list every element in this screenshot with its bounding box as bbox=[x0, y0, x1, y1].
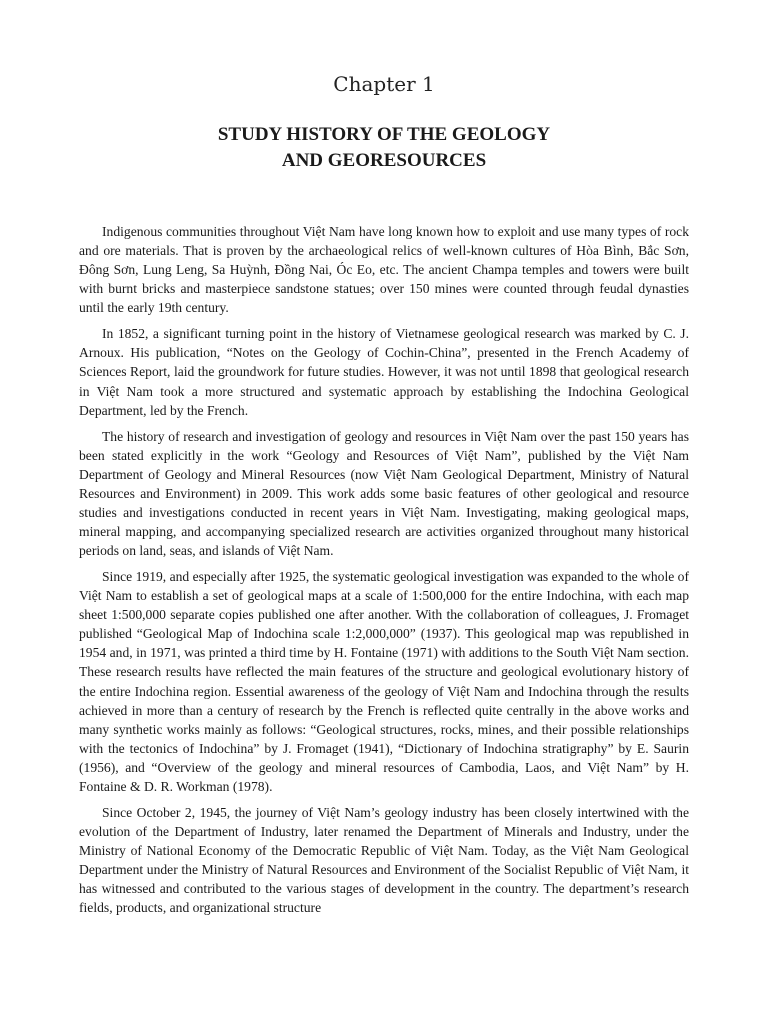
body-text bbox=[79, 222, 689, 924]
paragraph: Since October 2, 1945, the journey of Việt Nam’s geology industry has been closely intertwined with the evolution of the Department of Industry, later renamed the Department of Minerals and Industry, under the Ministry of National Economy of the Democratic Republic of Việt Nam. Today, as the Việt Nam Geological Department under the Ministry of Natural Resources and Environment of the Socialist Republic of Việt Nam, it has witnessed and contributed to the various stages of development in the country. The department’s research fields, products, and organizational structure bbox=[79, 804, 689, 916]
chapter-title bbox=[0, 122, 768, 174]
paragraph: The history of research and investigation of geology and resources in Việt Nam over the past 150 years has been stated explicitly in the work “Geology and Resources of Việt Nam”, published by the Việt Nam Department of Geology and Mineral Resources (now Việt Nam Geological Department, Ministry of Natural Resources and Environment) in 2009. This work adds some basic features of other geological and resource studies and investigations conducted in recent years in Việt Nam. Investigating, making geological maps, mineral mapping, and accompanying specialized research are activities organized throughout many historical periods on land, seas, and islands of Việt Nam. bbox=[79, 428, 689, 559]
chapter-title-line-2: AND GEORESOURCES bbox=[281, 150, 487, 171]
paragraph: Since 1919, and especially after 1925, the systematic geological investigation was expanded to the whole of Việt Nam to establish a set of geological maps at a scale of 1:500,000 for the entire Indochina, with each map sheet 1:500,000 separate copies published one after another. With the collaboration of colleagues, J. Fromaget published “Geological Map of Indochina scale 1:2,000,000” (1937). This geological map was republished in 1954 and, in 1971, was printed a third time by H. Fontaine (1971) with additions to the South Việt Nam section. These research results have reflected the main features of the structure and geological evolutionary history of the entire Indochina region. Essential awareness of the geology of Việt Nam and Indochina through the results achieved in more than a century of research by the French is reflected quite centrally in the above works and many synthetic works mainly as follows: “Geological structures, rocks, mines, and their possible relationships with the tectonics of Indochina” by J. Fromaget (1941), “Dictionary of Indochina stratigraphy” by E. Saurin (1956), and “Overview of the geology and mineral resources of Cambodia, Laos, and Việt Nam” by H. Fontaine & D. R. Workman (1978). bbox=[79, 568, 690, 795]
chapter-label: Chapter 1 bbox=[333, 72, 435, 96]
paragraph: In 1852, a significant turning point in the history of Vietnamese geological research was marked by C. J. Arnoux. His publication, “Notes on the Geology of Cochin-China”, presented in the French Academy of Sciences Report, laid the groundwork for future studies. However, it was not until 1898 that geological research in Việt Nam took a more structured and systematic approach by establishing the Indochina Geological Department, led by the French. bbox=[79, 326, 689, 418]
chapter-title-line-1: STUDY HISTORY OF THE GEOLOGY bbox=[217, 124, 551, 145]
paragraph: Indigenous communities throughout Việt Nam have long known how to exploit and use many types of rock and ore materials. That is proven by the archaeological relics of well-known cultures of Hòa Bình, Bắc Sơn, Đông Sơn, Lung Leng, Sa Huỳnh, Đồng Nai, Óc Eo, etc. The ancient Champa temples and towers were built with burnt bricks and masterpiece sandstone statues; over 150 mines were counted through feudal dynasties until the early 19th century. bbox=[79, 224, 689, 316]
